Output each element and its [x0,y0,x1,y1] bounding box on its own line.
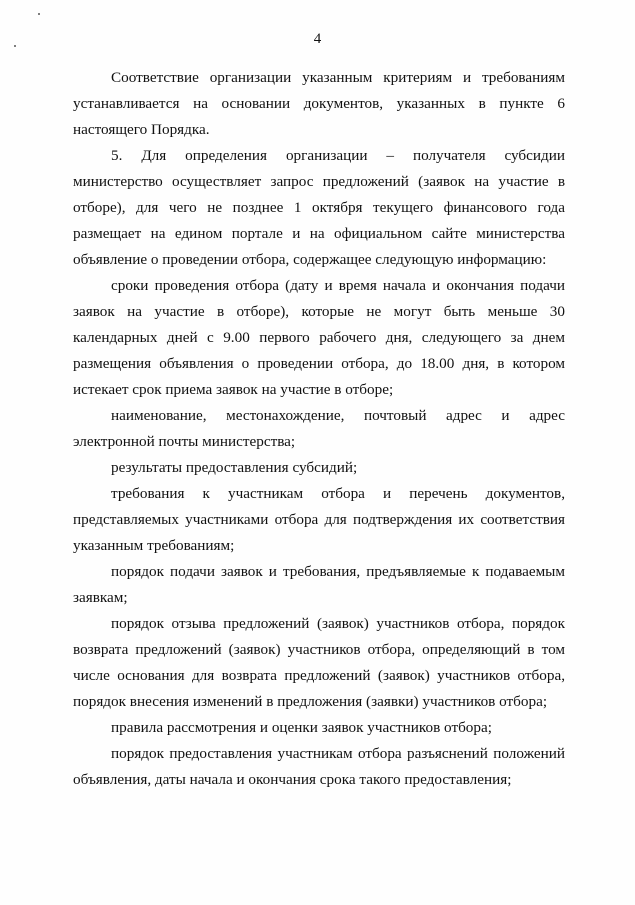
paragraph: правила рассмотрения и оценки заявок участников отбора; [111,719,492,736]
paragraph: порядок предоставления участникам отбора разъяснений положений объявления, даты начала и окончания срока такого предоставления; [73,745,565,788]
paragraph: Соответствие организации указанным критериям и требованиям устанавливается на основании документов, указанных в пункте 6 настоящего Порядка. [73,69,565,138]
scan-speck [38,13,40,15]
paragraph: сроки проведения отбора (дату и время начала и окончания подачи заявок на участие в отборе), которые не могут быть меньше 30 календарных дней с 9.00 первого рабочего дня, следующего за днем размещения объявления о проведении отбора, до 18.00 дня, в котором истекает срок приема заявок на участие в отборе; [73,277,565,398]
paragraph: порядок подачи заявок и требования, предъявляемые к подаваемым заявкам; [73,563,565,606]
document-body [73,65,565,793]
paragraph: наименование, местонахождение, почтовый адрес и адрес электронной почты министерства; [73,407,565,450]
paragraph: порядок отзыва предложений (заявок) участников отбора, порядок возврата предложений (заявок) участников отбора, определяющий в том числе основания для возврата предложений (заявок) участников отбора, порядок внесения изменений в предложения (заявки) участников отбора; [73,615,565,710]
page-number: 4 [313,31,322,47]
paragraph: требования к участникам отбора и перечень документов, представляемых участниками отбора для подтверждения их соответствия указанным требованиям; [73,485,565,554]
paragraph: 5. Для определения организации – получателя субсидии министерство осуществляет запрос предложений (заявок на участие в отборе), для чего не позднее 1 октября текущего финансового года размещает на едином портале и на официальном сайте министерства объявление о проведении отбора, содержащее следующую информацию: [73,147,565,268]
paragraph: результаты предоставления субсидий; [111,459,358,476]
